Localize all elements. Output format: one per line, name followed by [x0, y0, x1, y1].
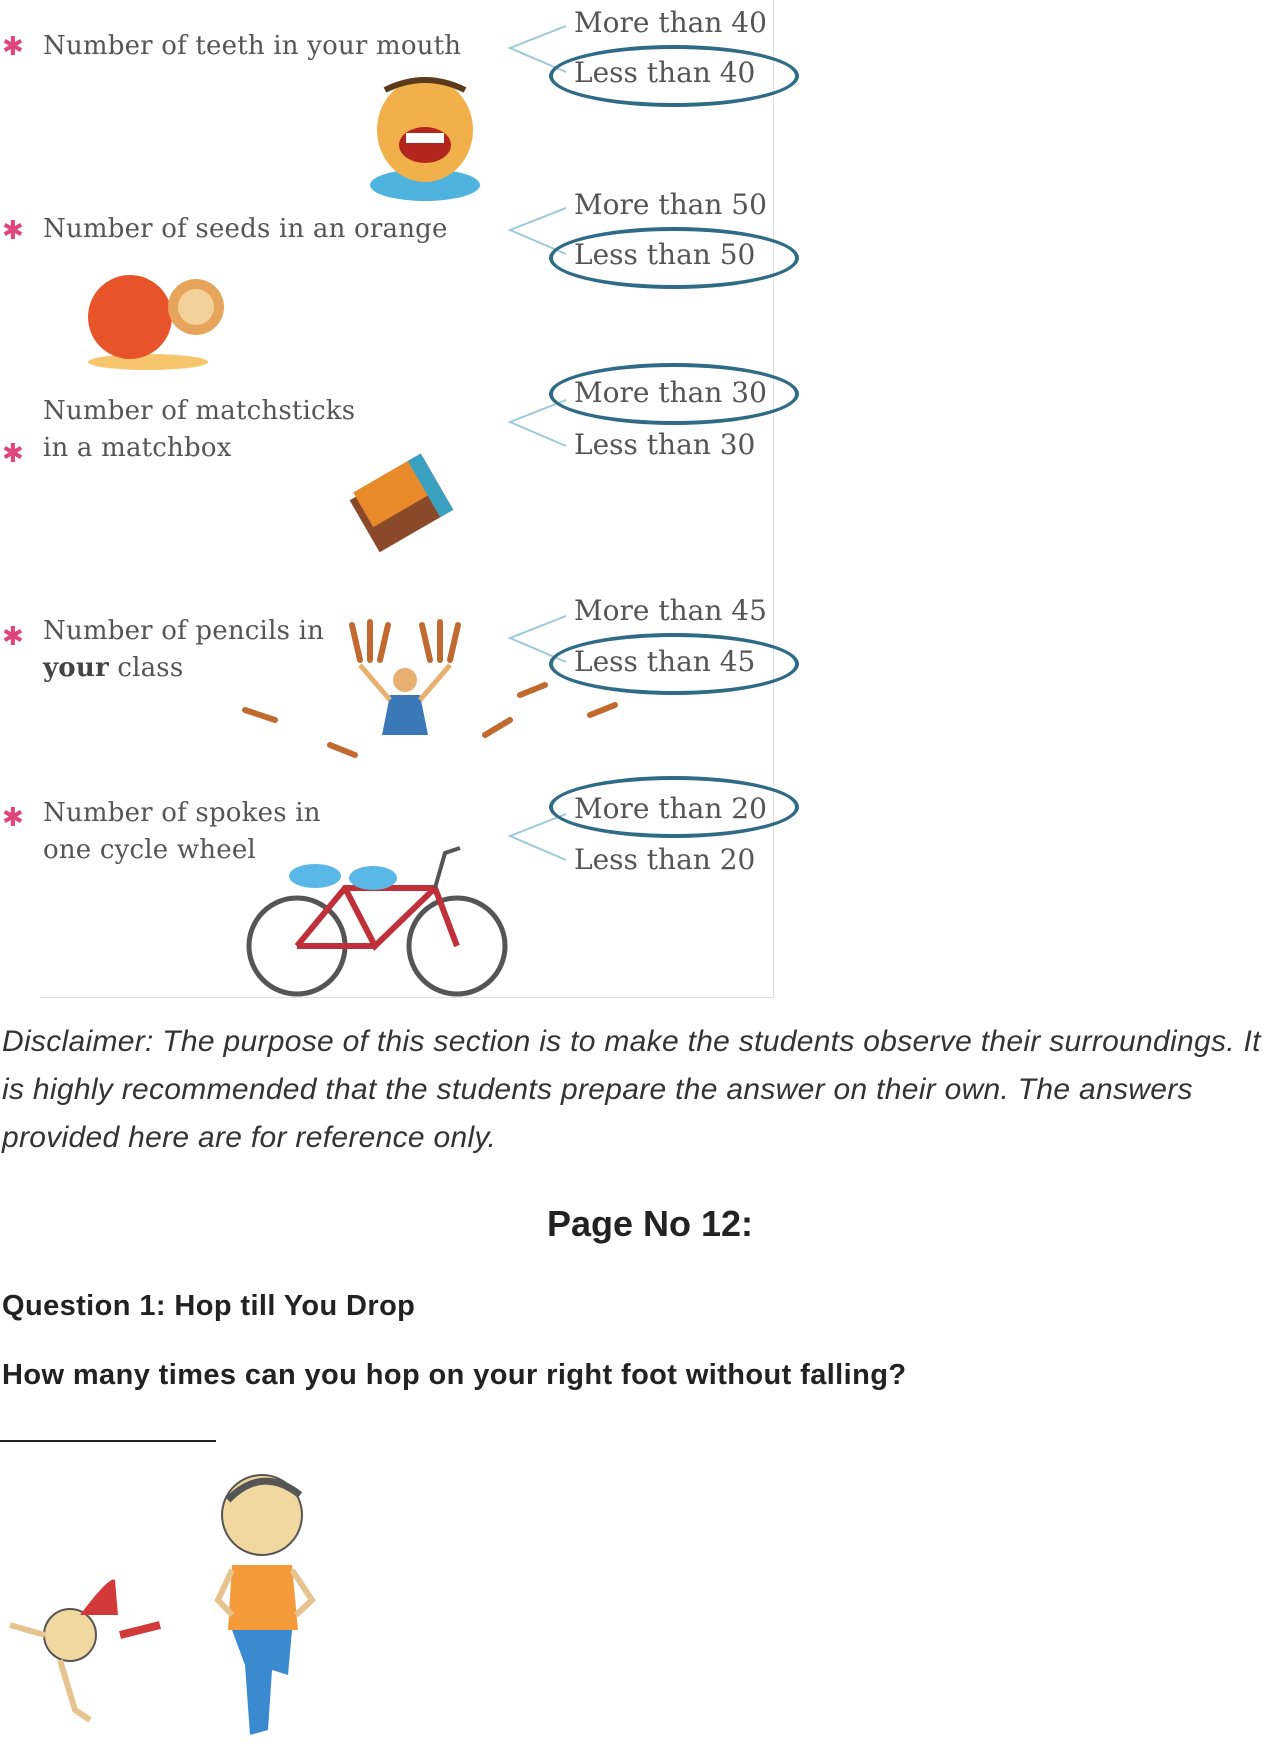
orange-icon: [78, 262, 228, 372]
connector-icon: [508, 812, 568, 872]
option-less[interactable]: Less than 20: [574, 843, 756, 876]
item-label-line-2: your class: [43, 653, 184, 683]
answer-ring: [549, 363, 799, 425]
answer-blank-line: [0, 1440, 216, 1442]
option-less[interactable]: Less than 50: [574, 238, 756, 271]
question-title: Question 1: Hop till You Drop: [2, 1290, 416, 1322]
frame-divider-vertical: [773, 0, 774, 998]
option-more[interactable]: More than 30: [574, 376, 767, 409]
option-more[interactable]: More than 50: [574, 188, 767, 221]
option-more[interactable]: More than 45: [574, 594, 767, 627]
answer-ring: [549, 45, 799, 107]
bold-word: your: [43, 653, 109, 683]
pencils-child-icon: [240, 620, 620, 770]
disclaimer-text: Disclaimer: The purpose of this section is to make the students observe their surroundings. It is highly recommended that the students prepare the answer on their own. The answers provided here are for reference only.: [2, 1025, 1261, 1154]
item-label-line-2: in a matchbox: [43, 433, 232, 463]
option-more[interactable]: More than 20: [574, 792, 767, 825]
item-label: Number of seeds in an orange: [43, 214, 448, 244]
item-label-line-1: Number of pencils in: [43, 616, 325, 646]
bullet-icon: ✱: [2, 215, 24, 245]
answer-ring: [549, 776, 799, 838]
connector-icon: [508, 398, 568, 458]
bullet-icon: ✱: [2, 802, 24, 832]
question-text: How many times can you hop on your right foot without falling?: [2, 1359, 907, 1391]
bicycle-icon: [245, 848, 510, 998]
bullet-icon: ✱: [2, 621, 24, 651]
answer-ring: [549, 227, 799, 289]
option-less[interactable]: Less than 40: [574, 56, 756, 89]
page-heading: Page No 12:: [546, 1203, 754, 1244]
item-label: Number of teeth in your mouth: [43, 31, 462, 61]
matchbox-icon: [345, 450, 460, 565]
hopping-children-icon: [0, 1465, 340, 1755]
option-less[interactable]: Less than 30: [574, 428, 756, 461]
bullet-icon: ✱: [2, 438, 24, 468]
item-label-line-2: one cycle wheel: [43, 835, 256, 865]
option-less[interactable]: Less than 45: [574, 645, 756, 678]
item-label-line-1: Number of matchsticks: [43, 396, 356, 426]
option-more[interactable]: More than 40: [574, 6, 767, 39]
laughing-face-icon: [360, 75, 490, 200]
item-label-line-1: Number of spokes in: [43, 798, 321, 828]
bullet-icon: ✱: [2, 31, 24, 61]
